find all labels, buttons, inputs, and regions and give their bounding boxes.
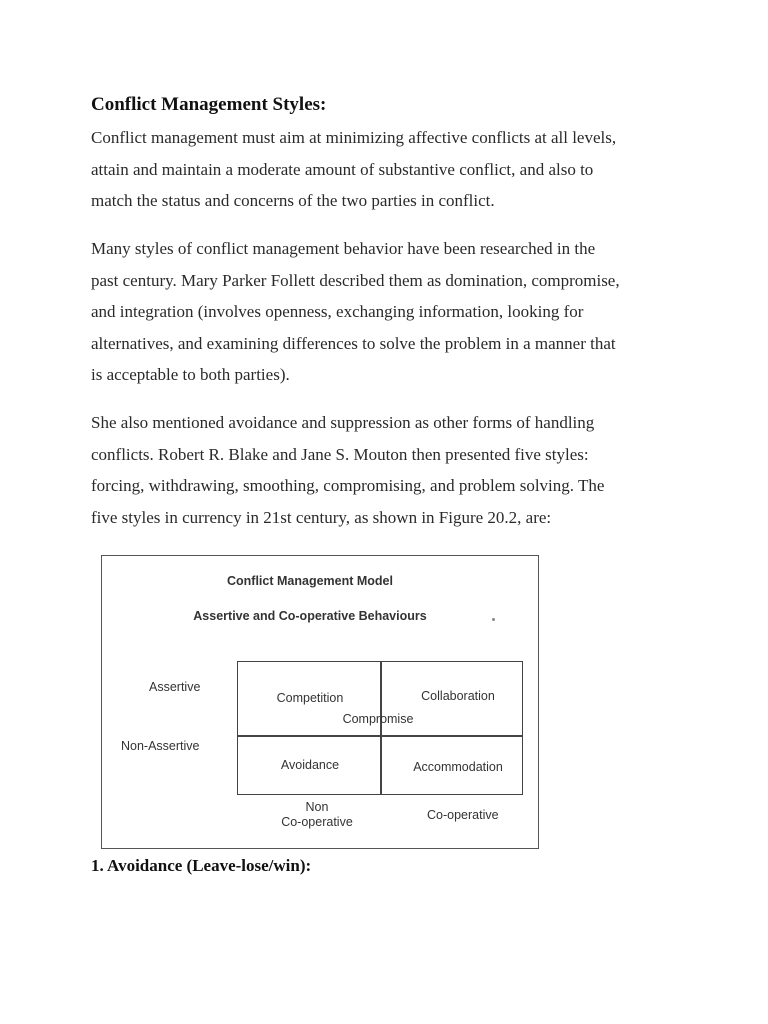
section-heading: Conflict Management Styles: <box>91 94 327 115</box>
text-line: and integration (involves openness, exchanging information, looking for <box>91 302 584 321</box>
axis-label-non-cooperative <box>262 800 372 830</box>
cell-accommodation: Accommodation <box>413 760 503 774</box>
text-line: past century. Mary Parker Follett described them as domination, compromise, <box>91 270 620 290</box>
cell-compromise: Compromise <box>342 712 414 726</box>
cell-collaboration: Collaboration <box>421 689 495 703</box>
cell-competition: Competition <box>276 691 344 705</box>
text-line: Many styles of conflict management behavior have been researched in the <box>91 239 596 258</box>
text-line: forcing, withdrawing, smoothing, compromising, and problem solving. The <box>91 476 605 495</box>
subsection-heading: 1. Avoidance (Leave-lose/win): <box>91 856 312 875</box>
text-line: five styles in currency in 21st century, as shown in Figure 20.2, are: <box>91 507 552 527</box>
conflict-model-figure <box>101 555 539 849</box>
model-grid <box>237 661 523 795</box>
axis-label-non-assertive: Non-Assertive <box>121 739 200 753</box>
text-line: She also mentioned avoidance and suppression as other forms of handling <box>91 413 595 432</box>
scan-speck <box>492 618 495 621</box>
text-line: alternatives, and examining differences to solve the problem in a manner that <box>91 333 616 353</box>
cell-avoidance: Avoidance <box>280 758 340 772</box>
axis-label-line: Non <box>305 800 329 814</box>
paragraph-intro <box>91 122 691 217</box>
text-line: match the status and concerns of the two parties in conflict. <box>91 191 495 210</box>
text-line: attain and maintain a moderate amount of substantive conflict, and also to <box>91 159 594 179</box>
paragraph-styles-history <box>91 233 691 391</box>
axis-label-assertive: Assertive <box>149 680 201 694</box>
axis-label-line: Co-operative <box>281 815 353 829</box>
grid-vertical-divider <box>380 662 382 794</box>
paragraph-five-styles <box>91 407 691 533</box>
text-line: is acceptable to both parties). <box>91 365 290 384</box>
axis-label-cooperative: Co-operative <box>427 808 499 822</box>
grid-horizontal-divider <box>238 735 522 737</box>
figure-title: Conflict Management Model <box>227 574 393 588</box>
text-line: Conflict management must aim at minimizing affective conflicts at all levels, <box>91 128 617 147</box>
figure-subtitle: Assertive and Co-operative Behaviours <box>193 609 427 623</box>
text-line: conflicts. Robert R. Blake and Jane S. Mouton then presented five styles: <box>91 444 589 464</box>
